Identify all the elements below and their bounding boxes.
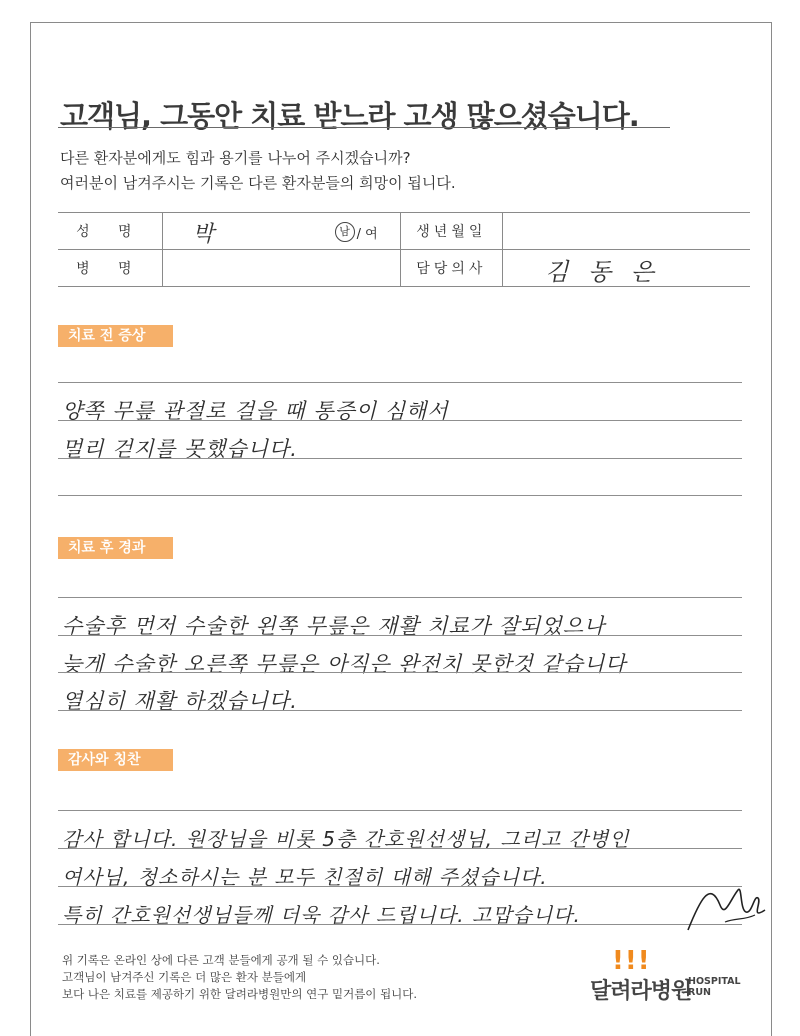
thanks-line-3: 특히 간호원선생님들께 더욱 감사 드립니다. 고맙습니다.	[62, 903, 581, 927]
doctor-label: 담당의사	[400, 250, 503, 287]
writing-rule	[58, 382, 742, 383]
logo-en-line-1: HOSPITAL	[688, 976, 741, 987]
gender-female: / 여	[356, 227, 378, 242]
after-line-1: 수술후 먼저 수술한 왼쪽 무릎은 재활 치료가 잘되었으나	[62, 614, 606, 638]
signature	[680, 860, 770, 940]
writing-rule	[58, 420, 742, 421]
title-underline	[58, 127, 670, 128]
subtitle-line-1: 다른 환자분에게도 힘과 용기를 나누어 주시겠습니까?	[60, 149, 411, 167]
birth-label: 생년월일	[400, 213, 503, 250]
subtitle-line-2: 여러분이 남겨주시는 기록은 다른 환자분들의 희망이 됩니다.	[60, 174, 456, 192]
patient-info-table	[58, 212, 750, 287]
thanks-line-2: 여사님, 청소하시는 분 모두 친절히 대해 주셨습니다.	[62, 865, 548, 889]
name-cell	[162, 213, 400, 250]
before-line-1: 양쪽 무릎 관절로 걸을 때 통증이 심해서	[62, 399, 449, 423]
writing-rule	[58, 597, 742, 598]
logo-exclamation-marks: !!!	[612, 946, 651, 976]
disease-value	[162, 250, 400, 287]
logo-en-line-2: RUN	[688, 987, 711, 998]
logo-name: 달려라병원	[590, 979, 692, 1004]
info-row-name	[58, 213, 750, 250]
writing-rule	[58, 886, 742, 887]
footer-line-3: 보다 나은 치료를 제공하기 위한 달려라병원만의 연구 밑거름이 됩니다.	[62, 987, 418, 1001]
writing-rule	[58, 672, 742, 673]
section-thanks-title: 감사와 칭찬	[58, 749, 173, 771]
page-title: 고객님, 그동안 치료 받느라 고생 많으셨습니다.	[60, 99, 639, 133]
writing-rule	[58, 848, 742, 849]
after-line-3: 열심히 재활 하겠습니다.	[62, 689, 298, 713]
writing-rule	[58, 710, 742, 711]
thanks-line-1: 감사 합니다. 원장님을 비롯 5층 간호원선생님, 그리고 간병인	[62, 827, 630, 851]
doctor-value: 김 동 은	[545, 258, 660, 286]
writing-rule	[58, 495, 742, 496]
info-row-disease	[58, 250, 750, 287]
disease-label: 병 명	[58, 250, 162, 287]
footer-line-1: 위 기록은 온라인 상에 다른 고객 분들에게 공개 될 수 있습니다.	[62, 953, 380, 967]
writing-rule	[58, 635, 742, 636]
section-before-title: 치료 전 증상	[58, 325, 173, 347]
writing-rule	[58, 924, 742, 925]
writing-rule	[58, 810, 742, 811]
name-value: 박	[192, 222, 214, 247]
birth-value	[503, 213, 750, 250]
logo-english	[688, 976, 741, 998]
before-line-2: 멀리 걷지를 못했습니다.	[62, 437, 298, 461]
after-line-2: 늦게 수술한 오른쪽 무릎은 아직은 완전치 못한것 같습니다	[62, 652, 627, 676]
writing-rule	[58, 458, 742, 459]
name-label: 성 명	[58, 213, 162, 250]
footer-line-2: 고객님이 남겨주신 기록은 더 많은 환자 분들에게	[62, 970, 307, 984]
hospital-logo	[590, 946, 760, 1006]
doctor-cell	[503, 250, 750, 287]
gender-male-circled: 남	[335, 222, 355, 242]
section-after-title: 치료 후 경과	[58, 537, 173, 559]
